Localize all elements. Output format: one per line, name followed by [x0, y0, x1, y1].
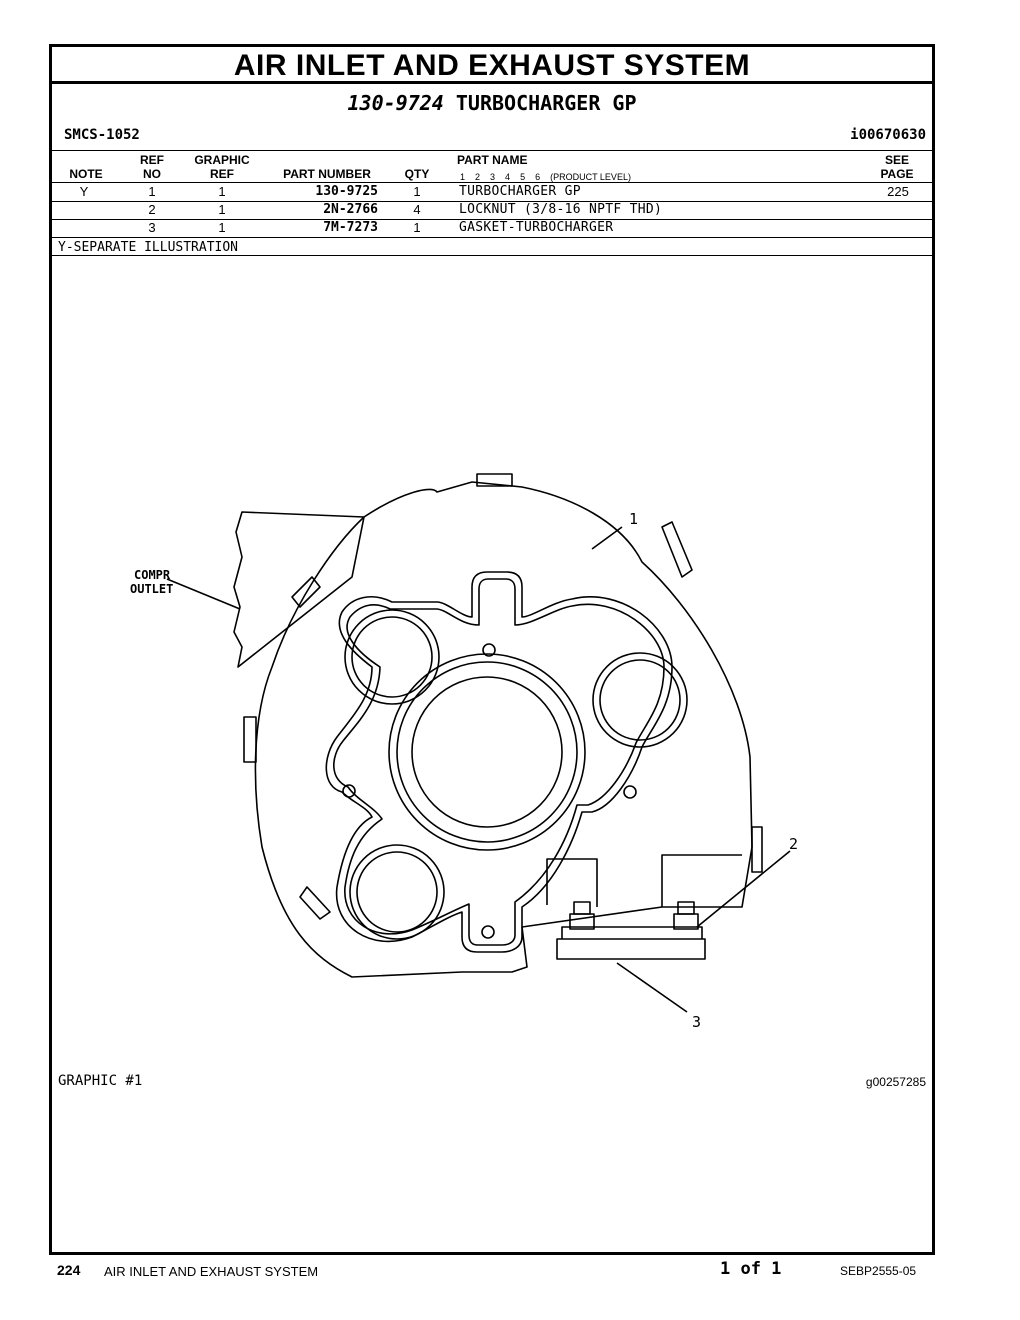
callout-1: 1: [629, 510, 639, 528]
gasket-flange: [326, 572, 672, 952]
upper-right-boss: [662, 522, 692, 577]
footer-document-number: SEBP2555-05: [840, 1264, 917, 1278]
leader-3: [617, 963, 687, 1012]
right-boss: [752, 827, 762, 872]
col-ref-header: REF NO: [140, 153, 164, 181]
page-frame: [49, 44, 935, 1255]
lower-left-boss: [300, 887, 330, 919]
turbocharger-illustration: [52, 287, 932, 1047]
footer-page-number: 224: [57, 1262, 81, 1278]
table-row: 2 1 2N-2766 4 LOCKNUT (3/8-16 NPTF THD): [52, 201, 932, 220]
leader-compr-outlet: [167, 579, 240, 609]
bolt-hole-right: [624, 786, 636, 798]
compr-outlet-label-1: COMPR: [134, 568, 171, 582]
col-see-page-header: SEE PAGE: [880, 153, 914, 181]
note-separate-illustration: Y-SEPARATE ILLUSTRATION: [58, 240, 239, 255]
stud-right: [678, 902, 694, 914]
center-bore-outer: [389, 654, 585, 850]
compr-outlet-label-2: OUTLET: [130, 582, 174, 596]
smcs-code: SMCS-1052: [64, 127, 140, 143]
leader-2: [697, 851, 790, 927]
graphic-id: g00257285: [865, 1075, 926, 1089]
bracket-left: [547, 859, 597, 907]
col-part-name-header: PART NAME: [457, 153, 528, 167]
lower-left-port-outer: [350, 845, 444, 939]
note-rule: [52, 255, 932, 256]
lower-left-port: [357, 852, 437, 932]
header-top-rule: [52, 150, 932, 151]
group-name: TURBOCHARGER GP: [455, 91, 637, 115]
col-note-header: NOTE: [69, 167, 103, 181]
callout-2: 2: [789, 835, 799, 853]
table-row: Y 1 1 130-9725 1 TURBOCHARGER GP 225: [52, 183, 932, 202]
graphic-label: GRAPHIC #1: [58, 1073, 143, 1089]
col-qty-header: QTY: [404, 167, 430, 181]
footer-page-count: 1 of 1: [720, 1259, 782, 1279]
bolt-hole-bottom: [482, 926, 494, 938]
group-part-number: 130-9724: [347, 91, 444, 115]
upper-left-port: [352, 617, 432, 697]
left-boss: [244, 717, 256, 762]
gasket-flange-inner: [334, 579, 664, 945]
illustration-id: i00670630: [850, 127, 926, 143]
right-port-outer: [593, 653, 687, 747]
footer-section-title: AIR INLET AND EXHAUST SYSTEM: [104, 1264, 319, 1279]
gasket-plate: [557, 939, 705, 959]
col-graphic-ref-header: GRAPHIC REF: [194, 153, 250, 181]
bolt-hole-left: [343, 785, 355, 797]
product-levels: 1 2 3 4 5 6 (PRODUCT LEVEL): [460, 172, 631, 182]
table-row: 3 1 7M-7273 1 GASKET-TURBOCHARGER: [52, 219, 932, 238]
callout-3: 3: [692, 1013, 702, 1031]
right-port: [600, 660, 680, 740]
leader-1: [592, 527, 622, 549]
center-bore: [412, 677, 562, 827]
col-part-number-header: PART NUMBER: [283, 167, 371, 181]
center-bore-mid: [397, 662, 577, 842]
group-title: [52, 91, 932, 115]
section-title: AIR INLET AND EXHAUST SYSTEM: [52, 47, 932, 84]
stud-left: [574, 902, 590, 914]
